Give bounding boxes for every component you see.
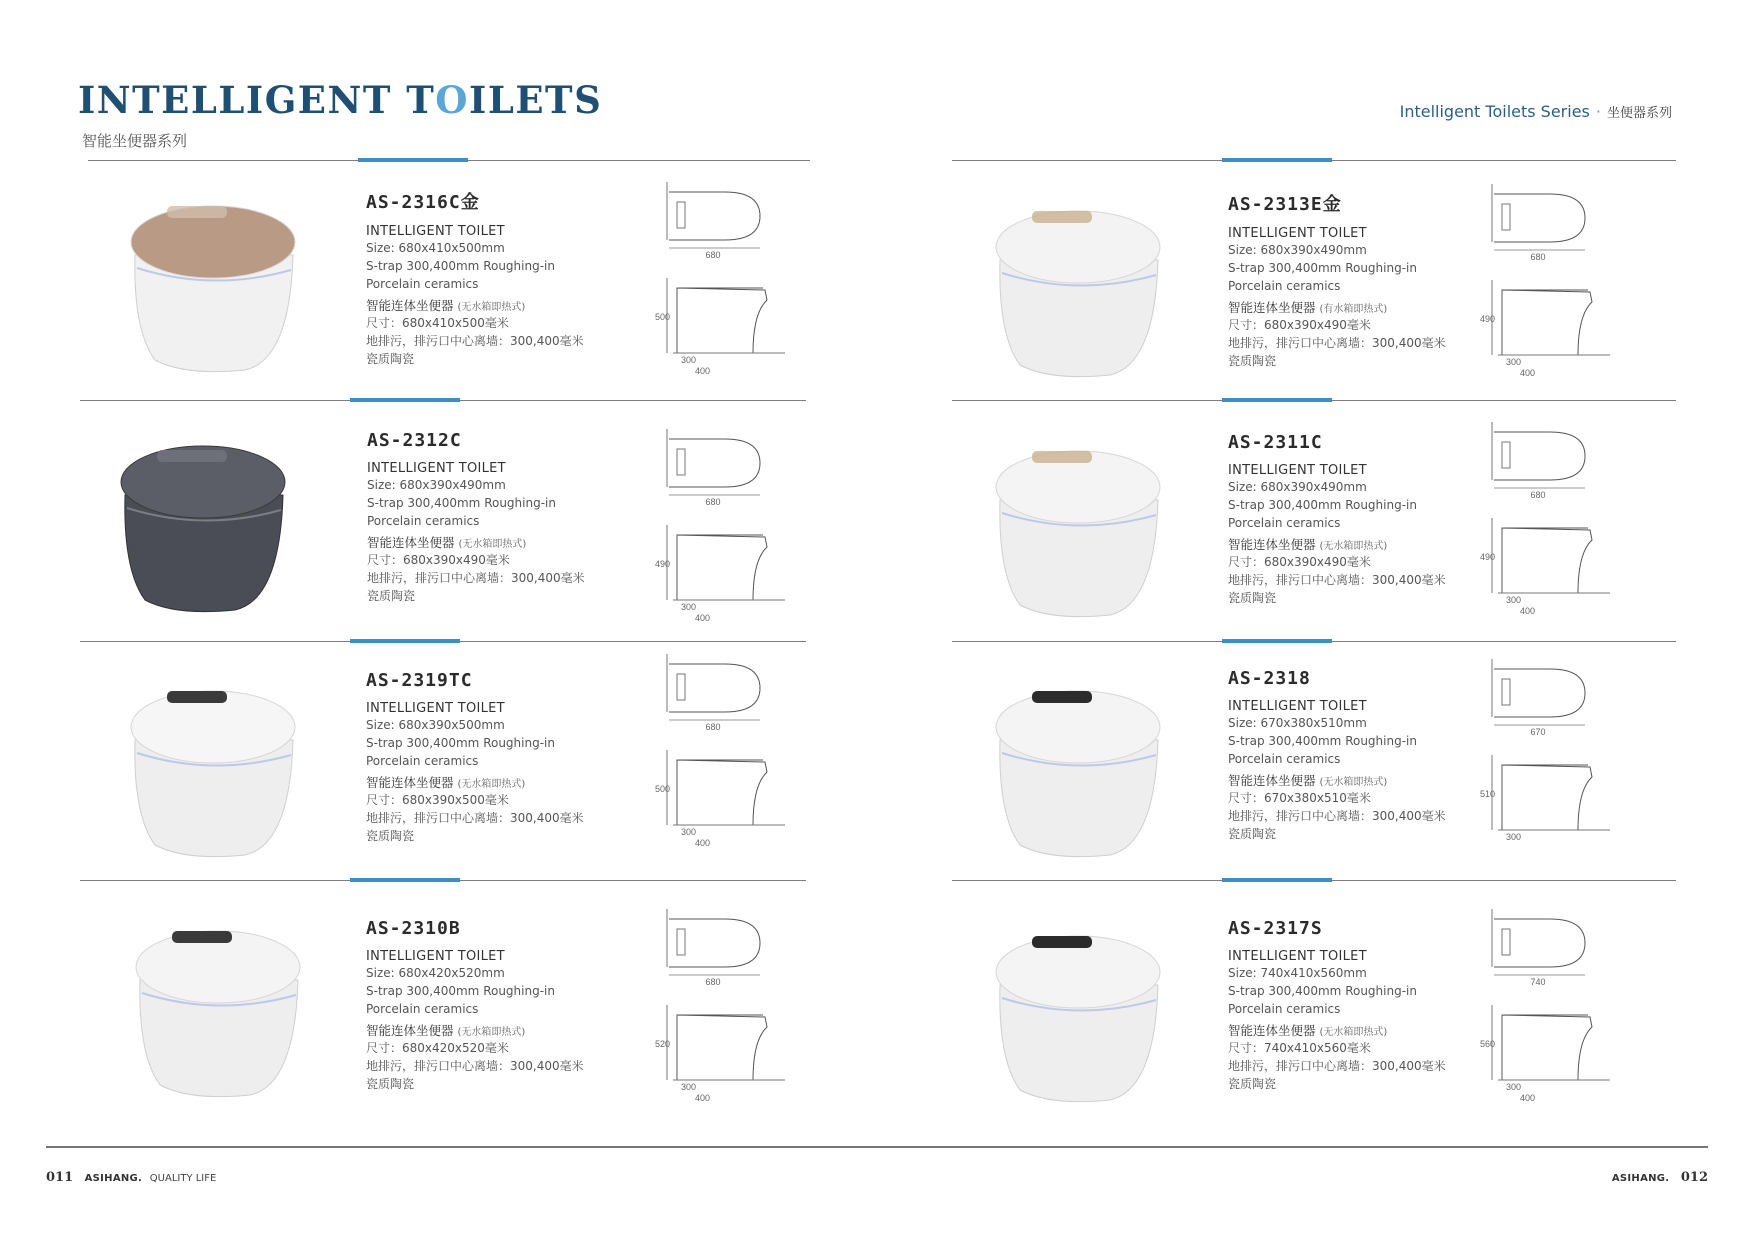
product-cn-size: 尺寸：680x390x490毫米 [1228,555,1371,569]
product-cn-drain: 地排污，排污口中心离墙：300,400毫米 [1228,336,1446,350]
product-material: Porcelain ceramics [366,277,479,291]
product-cn-size: 尺寸：740x410x560毫米 [1228,1041,1371,1055]
page-title: INTELLIGENT TOILETS [78,78,603,122]
dim-height: 510 [1480,789,1496,799]
divider-accent [358,158,468,162]
page-number-right: 012 [1680,1170,1708,1185]
product-image [105,420,305,620]
product-cn-size: 尺寸：680x390x500毫米 [366,793,509,807]
dim-roughing-a: 300 [1506,357,1522,367]
product-cn-size: 尺寸：670x380x510毫米 [1228,791,1371,805]
product-cn-note: (无水箱即热式) [458,539,527,550]
product-model: AS-2317S [1228,918,1323,939]
product-material: Porcelain ceramics [1228,752,1341,766]
product-card [366,918,806,1138]
product-type: INTELLIGENT TOILET [366,224,505,239]
product-cn-note: (无水箱即热式) [457,779,526,790]
product-cn-note: (无水箱即热式) [1319,777,1388,788]
product-model: AS-2318 [1228,668,1311,689]
dim-roughing-b: 400 [695,613,711,623]
product-cn-title [366,1021,806,1039]
dim-roughing-a: 300 [1506,832,1522,842]
dim-roughing-a: 300 [1506,595,1522,605]
product-material: Porcelain ceramics [366,754,479,768]
product-size: Size: 680x390x500mm [366,718,505,732]
product-type: INTELLIGENT TOILET [366,949,505,964]
product-model: AS-2319TC [366,670,473,691]
dim-roughing-b: 400 [1520,606,1536,616]
dim-height: 490 [1480,552,1496,562]
divider-accent [1222,158,1332,162]
dim-length: 680 [705,977,721,987]
product-cn-material: 瓷质陶瓷 [1228,591,1277,605]
product-material: Porcelain ceramics [366,1002,479,1016]
toilet-control-panel [167,206,227,218]
dim-length: 680 [1530,252,1546,262]
product-model: AS-2310B [366,918,461,939]
product-image [115,180,315,380]
product-cn-material: 瓷质陶瓷 [1228,354,1277,368]
product-cn-title [1228,1021,1668,1039]
product-cn-drain: 地排污，排污口中心离墙：300,400毫米 [367,571,585,585]
brand-name-left: ASIHANG. [84,1173,143,1184]
dim-roughing-a: 300 [681,827,697,837]
product-trap: S-trap 300,400mm Roughing-in [366,736,555,750]
product-image [115,665,315,865]
footer-right [1612,1170,1708,1185]
toilet-control-panel [167,691,227,703]
product-model: AS-2313E金 [1228,194,1342,215]
toilet-control-panel [1032,936,1092,948]
product-card [367,430,807,650]
product-material: Porcelain ceramics [1228,516,1341,530]
dim-roughing-b: 400 [695,366,711,376]
product-card [1228,918,1668,1138]
dim-height: 500 [655,312,671,322]
dim-roughing-b: 400 [1520,1093,1536,1103]
dim-length: 680 [705,722,721,732]
product-cn-size: 尺寸：680x420x520毫米 [366,1041,509,1055]
dim-length: 740 [1530,977,1546,987]
product-cn-note: (无水箱即热式) [457,1027,526,1038]
product-cn-material: 瓷质陶瓷 [1228,827,1277,841]
product-cn-note: (无水箱即热式) [1319,1027,1388,1038]
toilet-control-panel [1032,691,1092,703]
product-cn-name: 智能连体坐便器 [1228,1023,1316,1038]
product-image [980,665,1180,865]
dim-roughing-b: 400 [695,838,711,848]
product-size: Size: 680x390x490mm [1228,243,1367,257]
product-cn-material: 瓷质陶瓷 [367,589,416,603]
product-card [1228,190,1668,410]
product-cn-drain: 地排污，排污口中心离墙：300,400毫米 [366,1059,584,1073]
dim-roughing-a: 300 [681,355,697,365]
product-cn-size: 尺寸：680x390x490毫米 [1228,318,1371,332]
dim-height: 490 [1480,314,1496,324]
product-trap: S-trap 300,400mm Roughing-in [1228,734,1417,748]
product-type: INTELLIGENT TOILET [1228,949,1367,964]
product-trap: S-trap 300,400mm Roughing-in [1228,261,1417,275]
dim-height: 520 [655,1039,671,1049]
series-label [1400,102,1672,121]
product-size: Size: 670x380x510mm [1228,716,1367,730]
product-image [980,185,1180,385]
footer-rule [46,1146,1708,1148]
page-subtitle-cn: 智能坐便器系列 [82,132,188,150]
product-cn-material: 瓷质陶瓷 [366,352,415,366]
product-cn-name: 智能连体坐便器 [366,1023,454,1038]
brand-name-right: ASIHANG. [1611,1173,1670,1184]
toilet-control-panel [172,931,232,943]
dim-height: 560 [1480,1039,1496,1049]
product-model: AS-2312C [367,430,462,451]
product-material: Porcelain ceramics [1228,279,1341,293]
product-trap: S-trap 300,400mm Roughing-in [366,259,555,273]
product-cn-title [366,296,806,314]
dim-length: 680 [705,497,721,507]
product-material: Porcelain ceramics [1228,1002,1341,1016]
product-cn-title [1228,535,1668,553]
product-cn-name: 智能连体坐便器 [366,775,454,790]
product-cn-note: (有水箱即热式) [1319,304,1388,315]
product-model: AS-2316C金 [366,192,480,213]
product-size: Size: 680x390x490mm [1228,480,1367,494]
product-cn-name: 智能连体坐便器 [1228,537,1316,552]
product-cn-material: 瓷质陶瓷 [1228,1077,1277,1091]
product-card [1228,668,1668,888]
page-number-left: 011 [46,1170,74,1185]
product-card [366,188,806,408]
product-card [366,670,806,890]
toilet-control-panel [157,450,227,462]
dim-length: 670 [1530,727,1546,737]
toilet-control-panel [1032,451,1092,463]
product-cn-note: (无水箱即热式) [1319,541,1388,552]
product-cn-drain: 地排污，排污口中心离墙：300,400毫米 [366,334,584,348]
product-cn-name: 智能连体坐便器 [367,535,455,550]
product-cn-title [366,773,806,791]
product-size: Size: 680x420x520mm [366,966,505,980]
dim-length: 680 [1530,490,1546,500]
series-label-cn: 坐便器系列 [1606,106,1672,121]
dim-roughing-b: 400 [1520,368,1536,378]
product-trap: S-trap 300,400mm Roughing-in [366,984,555,998]
product-size: Size: 680x390x490mm [367,478,506,492]
dim-roughing-a: 300 [681,1082,697,1092]
product-cn-material: 瓷质陶瓷 [366,1077,415,1091]
product-cn-drain: 地排污，排污口中心离墙：300,400毫米 [366,811,584,825]
product-model: AS-2311C [1228,432,1323,453]
product-cn-name: 智能连体坐便器 [1228,300,1316,315]
dim-height: 490 [655,559,671,569]
product-cn-title [1228,771,1668,789]
product-size: Size: 680x410x500mm [366,241,505,255]
dim-length: 680 [705,250,721,260]
dim-roughing-a: 300 [1506,1082,1522,1092]
product-trap: S-trap 300,400mm Roughing-in [367,496,556,510]
toilet-control-panel [1032,211,1092,223]
product-cn-size: 尺寸：680x410x500毫米 [366,316,509,330]
product-cn-size: 尺寸：680x390x490毫米 [367,553,510,567]
series-separator: · [1595,102,1601,121]
product-card [1228,432,1668,652]
footer-left [46,1170,216,1185]
product-trap: S-trap 300,400mm Roughing-in [1228,984,1417,998]
dim-roughing-b: 400 [695,1093,711,1103]
product-image [980,425,1180,625]
product-type: INTELLIGENT TOILET [1228,226,1367,241]
product-image [120,905,320,1105]
product-material: Porcelain ceramics [367,514,480,528]
product-type: INTELLIGENT TOILET [366,701,505,716]
dim-height: 500 [655,784,671,794]
product-cn-title [1228,298,1668,316]
product-type: INTELLIGENT TOILET [1228,463,1367,478]
product-cn-material: 瓷质陶瓷 [366,829,415,843]
product-cn-drain: 地排污，排污口中心离墙：300,400毫米 [1228,809,1446,823]
product-cn-name: 智能连体坐便器 [366,298,454,313]
series-label-en: Intelligent Toilets Series [1399,102,1590,121]
dim-roughing-a: 300 [681,602,697,612]
product-type: INTELLIGENT TOILET [367,461,506,476]
product-image [980,910,1180,1110]
product-cn-name: 智能连体坐便器 [1228,773,1316,788]
product-cn-drain: 地排污，排污口中心离墙：300,400毫米 [1228,1059,1446,1073]
product-cn-drain: 地排污，排污口中心离墙：300,400毫米 [1228,573,1446,587]
product-cn-note: (无水箱即热式) [457,302,526,313]
product-trap: S-trap 300,400mm Roughing-in [1228,498,1417,512]
product-type: INTELLIGENT TOILET [1228,699,1367,714]
product-size: Size: 740x410x560mm [1228,966,1367,980]
brand-tagline: QUALITY LIFE [149,1173,217,1184]
product-cn-title [367,533,807,551]
